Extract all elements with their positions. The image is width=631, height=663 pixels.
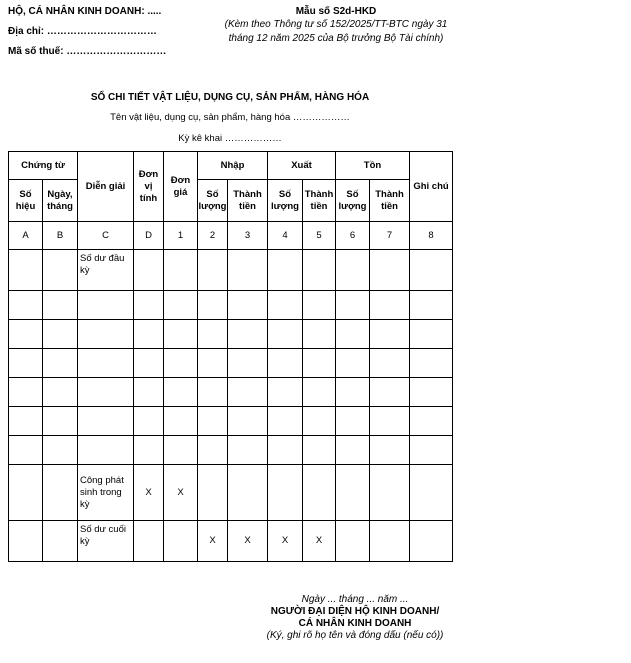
table-cell xyxy=(134,349,164,378)
stock-amount-header xyxy=(370,180,410,222)
table-row xyxy=(9,436,453,465)
closing-balance-label xyxy=(78,521,134,562)
cross-mark: X xyxy=(268,521,303,562)
table-cell xyxy=(164,436,198,465)
table-cell xyxy=(410,465,453,521)
opening-balance-line: kỳ xyxy=(80,265,90,276)
table-cell xyxy=(198,407,228,436)
table-cell xyxy=(164,378,198,407)
quantity-line: lượng xyxy=(198,200,227,212)
table-row xyxy=(9,320,453,349)
table-cell xyxy=(78,436,134,465)
column-code: A xyxy=(9,222,43,250)
table-cell xyxy=(9,436,43,465)
table-cell xyxy=(228,407,268,436)
table-row xyxy=(9,349,453,378)
table-cell xyxy=(336,465,370,521)
table-cell xyxy=(43,349,78,378)
table-cell xyxy=(303,436,336,465)
table-cell xyxy=(228,291,268,320)
unit-price-header xyxy=(164,152,198,222)
quantity-line: lượng xyxy=(338,200,367,212)
column-code: 1 xyxy=(164,222,198,250)
header-row-1 xyxy=(9,152,453,180)
table-cell xyxy=(268,378,303,407)
table-cell xyxy=(268,407,303,436)
item-name-label: Tên vật liệu, dụng cụ, sản phẩm, hàng hóa ……………… xyxy=(110,112,350,123)
amount-line: Thành xyxy=(233,188,262,200)
export-amount-header xyxy=(303,180,336,222)
table-cell xyxy=(134,521,164,562)
table-cell xyxy=(303,378,336,407)
table-cell xyxy=(370,436,410,465)
table-cell xyxy=(164,407,198,436)
period-activity-line: kỳ xyxy=(80,498,90,510)
table-cell xyxy=(303,407,336,436)
header-row-2 xyxy=(9,180,453,222)
amount-line: tiền xyxy=(310,200,328,212)
table-cell xyxy=(268,291,303,320)
table-cell xyxy=(228,320,268,349)
period-activity-line: Công phát xyxy=(80,474,124,486)
voucher-no-line: Số xyxy=(19,188,32,200)
table-cell xyxy=(370,250,410,291)
voucher-header: Chứng từ xyxy=(9,152,78,180)
table-cell xyxy=(268,349,303,378)
circular-note-line1: (Kèm theo Thông tư số 152/2025/TT-BTC ngày 31 xyxy=(224,19,448,30)
export-header: Xuất xyxy=(268,152,336,180)
table-cell xyxy=(43,407,78,436)
column-code: B xyxy=(43,222,78,250)
table-cell xyxy=(370,291,410,320)
table-cell xyxy=(303,349,336,378)
stock-quantity-header xyxy=(336,180,370,222)
description-header: Diễn giải xyxy=(78,152,134,222)
business-name-label: HỘ, CÁ NHÂN KINH DOANH: ..... xyxy=(8,6,162,17)
table-cell xyxy=(228,250,268,291)
table-cell xyxy=(268,436,303,465)
import-quantity-header xyxy=(198,180,228,222)
unit-price-header-line: giá xyxy=(173,186,188,198)
table-cell xyxy=(228,436,268,465)
voucher-no-line: hiệu xyxy=(15,200,36,212)
unit-header-line: tính xyxy=(139,192,158,204)
table-cell xyxy=(9,291,43,320)
table-cell xyxy=(410,378,453,407)
form-number: Mẫu số S2d-HKD xyxy=(295,6,377,17)
table-cell xyxy=(336,521,370,562)
signature-block xyxy=(230,594,480,642)
cross-mark: X xyxy=(228,521,268,562)
table-cell xyxy=(303,250,336,291)
table-cell xyxy=(303,465,336,521)
cross-mark: X xyxy=(303,521,336,562)
signer-title-line1: NGƯỜI ĐẠI DIỆN HỘ KINH DOANH/ xyxy=(270,606,440,617)
table-cell xyxy=(9,349,43,378)
unit-price-header-line: Đơn xyxy=(170,174,191,186)
tax-code-label: Mã số thuế: ………………………… xyxy=(8,46,167,57)
table-cell xyxy=(78,349,134,378)
signer-note: (Ký, ghi rõ họ tên và đóng dấu (nếu có)) xyxy=(266,630,444,641)
export-quantity-header xyxy=(268,180,303,222)
opening-balance-line: Số dư đầu xyxy=(80,253,125,264)
table-cell xyxy=(370,378,410,407)
import-header: Nhập xyxy=(198,152,268,180)
table-cell xyxy=(78,320,134,349)
closing-balance-row xyxy=(9,521,453,562)
table-cell xyxy=(198,320,228,349)
table-cell xyxy=(410,250,453,291)
closing-balance-line: Số dư cuối xyxy=(80,524,126,535)
date-line: Ngày ... tháng ... năm ... xyxy=(301,594,409,605)
table-cell xyxy=(228,465,268,521)
unit-header-line: vị xyxy=(144,180,153,192)
table-cell xyxy=(78,378,134,407)
table-cell xyxy=(268,320,303,349)
table-cell xyxy=(198,378,228,407)
table-cell xyxy=(336,291,370,320)
table-cell xyxy=(198,291,228,320)
column-code: 7 xyxy=(370,222,410,250)
table-cell xyxy=(164,291,198,320)
quantity-line: Số xyxy=(278,188,292,200)
table-cell xyxy=(336,250,370,291)
unit-header-line: Đơn xyxy=(138,168,159,180)
column-code-row xyxy=(9,222,453,250)
table-cell xyxy=(9,465,43,521)
period-label: Kỳ kê khai ……………… xyxy=(178,133,282,144)
amount-line: Thành xyxy=(304,188,334,200)
table-cell xyxy=(303,291,336,320)
note-header: Ghi chú xyxy=(410,152,453,222)
table-cell xyxy=(134,407,164,436)
table-cell xyxy=(410,521,453,562)
voucher-date-line: Ngày, xyxy=(47,188,73,200)
column-code: 2 xyxy=(198,222,228,250)
table-cell xyxy=(303,320,336,349)
amount-line: tiền xyxy=(239,200,256,212)
opening-balance-row xyxy=(9,250,453,291)
signer-title-line2: CÁ NHÂN KINH DOANH xyxy=(298,618,412,629)
table-cell xyxy=(43,320,78,349)
table-cell xyxy=(410,291,453,320)
period-activity-label xyxy=(78,465,134,521)
closing-balance-line: kỳ xyxy=(80,536,90,547)
voucher-date-line: tháng xyxy=(47,200,73,212)
amount-line: tiền xyxy=(381,200,398,212)
table-cell xyxy=(198,349,228,378)
column-code: 3 xyxy=(228,222,268,250)
table-row xyxy=(9,378,453,407)
table-cell xyxy=(134,320,164,349)
table-cell xyxy=(134,378,164,407)
table-cell xyxy=(336,320,370,349)
table-cell xyxy=(134,250,164,291)
table-cell xyxy=(370,521,410,562)
ledger-table xyxy=(8,151,453,562)
quantity-line: Số xyxy=(346,188,359,200)
cross-mark: X xyxy=(134,465,164,521)
document-title: SỔ CHI TIẾT VẬT LIỆU, DỤNG CỤ, SẢN PHẨM, HÀNG HÓA xyxy=(90,92,370,103)
table-cell xyxy=(336,436,370,465)
cross-mark: X xyxy=(198,521,228,562)
table-cell xyxy=(43,250,78,291)
table-cell xyxy=(198,250,228,291)
table-cell xyxy=(43,465,78,521)
table-cell xyxy=(134,436,164,465)
table-cell xyxy=(370,407,410,436)
table-cell xyxy=(198,436,228,465)
table-cell xyxy=(370,349,410,378)
table-cell xyxy=(336,349,370,378)
table-cell xyxy=(410,436,453,465)
voucher-date-header xyxy=(43,180,78,222)
table-row xyxy=(9,407,453,436)
form-reference xyxy=(205,6,467,45)
table-cell xyxy=(43,291,78,320)
table-cell xyxy=(9,407,43,436)
table-cell xyxy=(9,320,43,349)
table-cell xyxy=(336,407,370,436)
table-cell xyxy=(164,320,198,349)
address-label: Địa chỉ: …………………………… xyxy=(8,26,157,37)
table-row xyxy=(9,291,453,320)
table-cell xyxy=(268,465,303,521)
table-cell xyxy=(9,378,43,407)
table-cell xyxy=(43,378,78,407)
column-code: 4 xyxy=(268,222,303,250)
table-cell xyxy=(410,407,453,436)
table-cell xyxy=(228,349,268,378)
quantity-line: lượng xyxy=(271,200,299,212)
column-code: 5 xyxy=(303,222,336,250)
quantity-line: Số xyxy=(206,188,219,200)
column-code: 8 xyxy=(410,222,453,250)
unit-header xyxy=(134,152,164,222)
period-activity-row xyxy=(9,465,453,521)
table-cell xyxy=(410,349,453,378)
table-cell xyxy=(78,291,134,320)
table-cell xyxy=(134,291,164,320)
table-cell xyxy=(228,378,268,407)
opening-balance-label xyxy=(78,250,134,291)
column-code: 6 xyxy=(336,222,370,250)
cross-mark: X xyxy=(164,465,198,521)
column-code: C xyxy=(78,222,134,250)
period-activity-line: sinh trong xyxy=(80,486,122,498)
import-amount-header xyxy=(228,180,268,222)
table-cell xyxy=(164,349,198,378)
table-cell xyxy=(43,436,78,465)
table-cell xyxy=(410,320,453,349)
table-cell xyxy=(336,378,370,407)
column-code: D xyxy=(134,222,164,250)
table-cell xyxy=(164,521,198,562)
table-cell xyxy=(198,465,228,521)
table-cell xyxy=(9,250,43,291)
voucher-no-header xyxy=(9,180,43,222)
table-cell xyxy=(164,250,198,291)
amount-line: Thành xyxy=(375,188,404,200)
table-cell xyxy=(370,320,410,349)
table-cell xyxy=(43,521,78,562)
table-cell xyxy=(268,250,303,291)
table-cell xyxy=(370,465,410,521)
stock-header: Tồn xyxy=(336,152,410,180)
circular-note-line2: tháng 12 năm 2025 của Bộ trưởng Bộ Tài chính) xyxy=(228,33,444,44)
table-cell xyxy=(9,521,43,562)
table-cell xyxy=(78,407,134,436)
